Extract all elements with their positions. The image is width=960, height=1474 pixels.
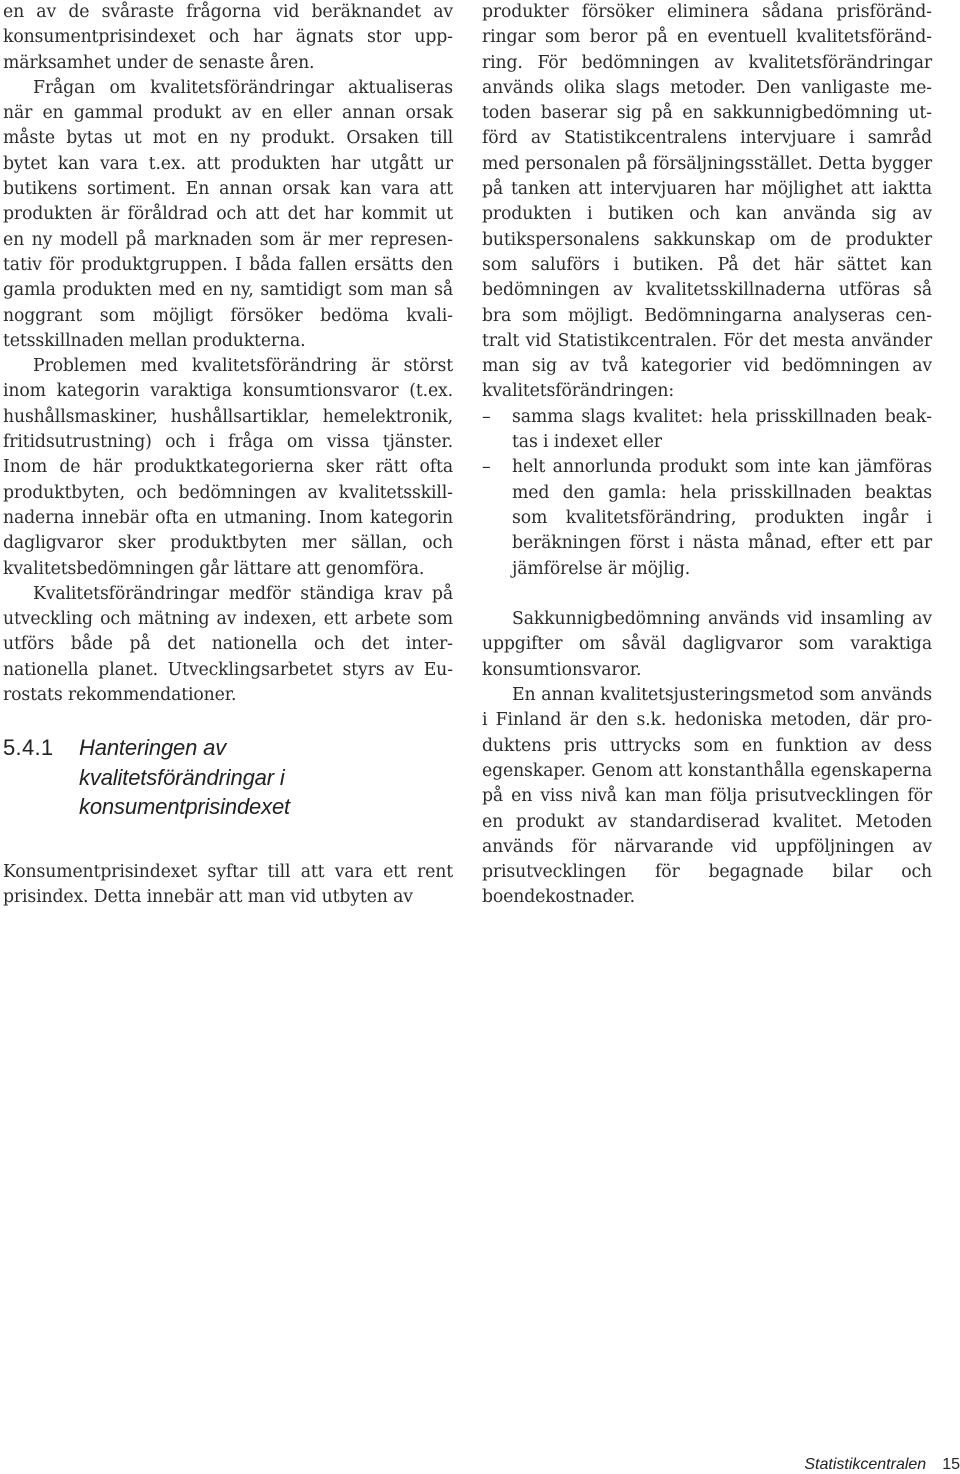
- list-item-text: samma slags kvalitet: hela prisskillnaden beaktas i indexet eller: [512, 406, 932, 453]
- list-item-text: helt annorlunda produkt som inte kan jämföras med den gamla: hela prisskillnaden beaktas som kvalitetsförändring, produkten ingår i beräkningen först i nästa månad, efter ett par jämförelse är möjlig.: [512, 457, 932, 579]
- left-column: [3, 0, 453, 910]
- paragraph-expert-assessment: produkter försöker eliminera sådana prisförändringar som beror på en eventuell kvalitetsförändring. För bedömningen av kvalitetsförändringar används olika slags metoder. Den vanligaste metoden baserar sig på en sakkunnigbedömning utförd av Statistikcentralens intervjuare i samråd med personalen på försäljningsstället. Detta bygger på tanken att intervjuaren har möjlighet att iaktta produkten i butiken och kan använda sig av butikspersonalens sakkunskap om de produkter som saluförs i butiken. På det här sättet kan bedömningen av kvalitetsskillnaderna utföras så bra som möjligt. Bedömningarna analyseras centralt vid Statistikcentralen. För det mesta använder man sig av två kategorier vid bedömningen av kvalitetsförändringen:: [482, 2, 932, 402]
- section-title: Hanteringen av kvalitetsförändringar i konsumentprisindexet: [79, 735, 291, 820]
- paragraph-pure-price-index: Konsumentprisindexet syftar till att vara ett rent prisindex. Detta innebär att man vid utbyten av: [3, 861, 453, 908]
- list-item: [482, 405, 932, 456]
- paragraph-continuation: en av de svåraste frågorna vid beräknandet av konsumentprisindexet och har ägnats stor uppmärksamhet under de senaste åren.: [3, 2, 453, 73]
- paragraph-durable-goods: Problemen med kvalitetsförändring är störst inom kategorin varaktiga konsumtionsvaror (t.ex. hushållsmaskiner, hushållsartiklar, hemelektronik, fritidsutrustning) och i fråga om vissa tjänster. Inom de här produktkategorierna sker rätt ofta produktbyten, och bedömningen av kvalitetsskillnaderna innebär ofta en utmaning. Inom kategorin dagligvaror sker produktbyten mer sällan, och kvalitetsbedömningen går lättare att genomföra.: [3, 356, 453, 579]
- paragraph-expert-usage: Sakkunnigbedömning används vid insamling av uppgifter om såväl dagligvaror som varaktiga konsumtionsvaror.: [482, 609, 932, 680]
- dash-bullet: –: [482, 406, 491, 427]
- paragraph-eurostat: Kvalitetsförändringar medför ständiga krav på utveckling och mätning av indexen, ett arbete som utförs både på det nationella och det internationella planet. Utvecklingsarbetet styrs av Eurostats rekommendationer.: [3, 583, 453, 706]
- page-number: 15: [942, 1456, 960, 1473]
- assessment-categories-list: [482, 405, 932, 582]
- paragraph-quality-change-issue: Frågan om kvalitetsförändringar aktualiseras när en gammal produkt av en eller annan orsak måste bytas ut mot en ny produkt. Orsaken till bytet kan vara t.ex. att produkten har utgått ur butikens sortiment. En annan orsak kan vara att produkten är föråldrad och att det har kommit ut en ny modell på marknaden som är mer representativ för produktgruppen. I båda fallen ersätts den gamla produkten med en ny, samtidigt som man så noggrant som möjligt försöker bedöma kvalitetsskillnaden mellan produkterna.: [3, 77, 453, 351]
- footer-publisher: Statistikcentralen: [804, 1456, 927, 1473]
- dash-bullet: –: [482, 457, 491, 478]
- paragraph-spacer: [482, 582, 932, 607]
- section-heading: [3, 733, 453, 822]
- page-footer: [660, 1456, 960, 1474]
- section-number: 5.4.1: [3, 735, 54, 761]
- list-item: [482, 455, 932, 581]
- paragraph-hedonic-method: En annan kvalitetsjusteringsmetod som används i Finland är den s.k. hedoniska metoden, där pro-duktens pris uttrycks som en funktion av dess egenskaper. Genom att konstanthålla egenskaperna på en viss nivå kan man följa prisutvecklingen för en produkt av standardiserad kvalitet. Metoden används för närvarande vid uppföljningen av prisutvecklingen för begagnade bilar och boendekostnader.: [482, 685, 932, 908]
- right-column: [482, 0, 932, 911]
